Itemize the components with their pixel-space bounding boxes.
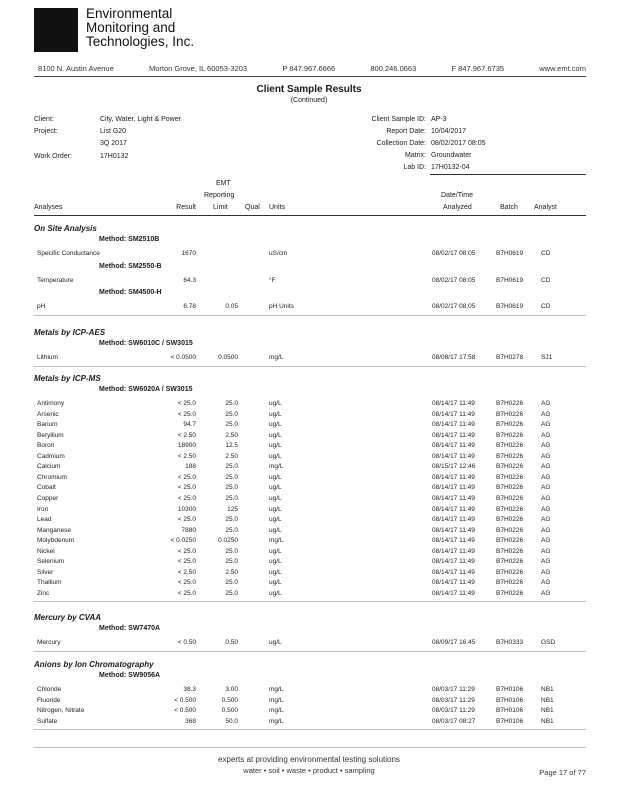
method-label: Method: SM2550-B: [99, 262, 162, 270]
cell-result: < 0.0500: [170, 354, 196, 361]
cell-analyte: Sulfate: [37, 717, 58, 725]
cell-analyte: Selenium: [37, 558, 65, 566]
address-street: 8100 N. Austin Avenue: [38, 64, 114, 73]
cell-limit: 25.0: [225, 473, 238, 481]
divider: [34, 651, 586, 652]
cell-analyte: Cadmium: [37, 452, 65, 460]
cell-analyst: SJ1: [541, 354, 553, 361]
cell-date: 08/14/17 11:49: [432, 442, 475, 450]
cell-batch: B7H0226: [496, 537, 524, 545]
cell-date: 08/14/17 11:49: [432, 589, 475, 597]
cell-batch: B7H0226: [496, 452, 524, 460]
cell-analyte: Molybdenum: [37, 537, 75, 545]
cell-units: ug/L: [269, 431, 282, 439]
workorder-label: Work Order:: [34, 153, 72, 160]
cell-analyst: AG: [541, 526, 551, 534]
section-title: Anions by Ion Chromatography: [34, 660, 154, 669]
cell-result: < 25.0: [177, 400, 196, 407]
cell-analyst: NB1: [541, 717, 554, 725]
col-limit: Limit: [213, 204, 228, 211]
cell-date: 08/08/17 17:58: [432, 354, 476, 361]
cell-analyte: Zinc: [37, 589, 50, 597]
labid-label: Lab ID:: [403, 164, 426, 171]
col-reporting: Reporting: [204, 192, 235, 199]
cell-limit: 25.0: [225, 463, 238, 471]
report-subtitle: (Continued): [290, 97, 328, 104]
cell-date: 08/02/17 08:05: [432, 303, 476, 311]
col-batch: Batch: [500, 204, 518, 211]
cell-analyte: Specific Conductance: [37, 250, 100, 257]
cell-date: 08/03/17 11:29: [432, 696, 475, 704]
cell-batch: B7H0226: [496, 484, 524, 492]
divider: [34, 747, 586, 748]
matrix-label: Matrix:: [405, 152, 426, 159]
cell-units: ug/L: [269, 442, 282, 450]
cell-limit: 25.0: [225, 421, 238, 429]
page-number: Page 17 of 77: [539, 768, 586, 777]
method-label: Method: SM4500-H: [99, 289, 162, 297]
collection-date-value: 08/02/2017 08:05: [431, 140, 486, 147]
cell-batch: B7H0333: [496, 639, 524, 646]
cell-result: < 2.50: [177, 568, 196, 576]
cell-date: 08/03/17 08:27: [432, 717, 476, 725]
cell-limit: 0.50: [225, 639, 238, 646]
cell-result: 188: [185, 463, 196, 471]
cell-date: 08/14/17 11:49: [432, 400, 475, 407]
cell-date: 08/02/17 08:05: [432, 250, 476, 257]
cell-batch: B7H0226: [496, 431, 524, 439]
cell-result: 18900: [177, 442, 196, 450]
cell-analyst: AG: [541, 547, 551, 555]
cell-batch: B7H0619: [496, 276, 524, 284]
cell-batch: B7H0226: [496, 547, 524, 555]
sample-id-value: AP-3: [431, 116, 447, 123]
cell-analyte: Thallium: [37, 579, 62, 587]
cell-result: < 0.500: [174, 707, 196, 715]
cell-result: < 25.0: [177, 494, 196, 502]
cell-date: 08/14/17 11:49: [432, 484, 475, 492]
cell-units: ug/L: [269, 516, 282, 524]
cell-date: 08/14/17 11:49: [432, 516, 475, 524]
company-name-line: Environmental: [86, 6, 173, 21]
col-analyses: Analyses: [34, 204, 63, 211]
divider: [34, 366, 586, 367]
cell-date: 08/14/17 11:49: [432, 410, 475, 418]
cell-date: 08/14/17 11:49: [432, 505, 475, 513]
method-label: Method: SW9056A: [99, 672, 161, 679]
cell-date: 08/15/17 12:46: [432, 463, 476, 471]
cell-units: mg/L: [269, 354, 284, 361]
cell-limit: 25.0: [225, 589, 238, 597]
cell-limit: 0.500: [221, 707, 238, 715]
cell-units: mg/L: [269, 717, 284, 725]
cell-date: 08/14/17 11:49: [432, 431, 475, 439]
cell-units: ug/L: [269, 473, 282, 481]
col-datetime: Date/Time: [441, 192, 474, 199]
cell-units: ug/L: [269, 558, 282, 566]
cell-analyst: CD: [541, 250, 551, 257]
cell-batch: B7H0226: [496, 589, 524, 597]
method-label: Method: SW7470A: [99, 625, 161, 632]
cell-batch: B7H0226: [496, 421, 524, 429]
cell-analyst: AG: [541, 516, 551, 524]
address-city: Morton Grove, IL 60053-3203: [148, 64, 248, 73]
cell-units: ug/L: [269, 547, 282, 555]
cell-analyst: CD: [541, 303, 551, 311]
footer-services: water • soil • waste • product • sampling: [243, 766, 375, 775]
cell-date: 08/14/17 11:49: [432, 452, 475, 460]
cell-result: 7880: [181, 526, 196, 534]
cell-result: 1670: [181, 250, 196, 257]
cell-result: < 2.50: [177, 452, 196, 460]
company-name-line: Technologies, Inc.: [86, 34, 195, 49]
cell-analyte: Lead: [37, 516, 52, 524]
cell-result: < 25.0: [177, 547, 196, 555]
cell-units: mg/L: [269, 686, 284, 693]
divider: [430, 174, 586, 175]
cell-analyte: Iron: [37, 505, 49, 513]
col-qual: Qual: [245, 204, 260, 211]
col-units: Units: [269, 204, 285, 211]
cell-date: 08/14/17 11:49: [432, 547, 475, 555]
method-label: Method: SW6020A / SW3015: [99, 386, 193, 393]
section-title: Metals by ICP-AES: [34, 328, 106, 337]
cell-date: 08/14/17 11:49: [432, 526, 475, 534]
address-bar: [38, 64, 586, 73]
cell-analyte: Mercury: [37, 639, 61, 646]
cell-limit: 25.0: [225, 526, 238, 534]
cell-result: < 25.0: [177, 558, 196, 566]
cell-units: ug/L: [269, 526, 282, 534]
cell-result: < 0.500: [174, 696, 196, 704]
cell-date: 08/14/17 11:49: [432, 568, 475, 576]
cell-analyte: Silver: [37, 568, 54, 576]
divider: [34, 215, 586, 216]
cell-limit: 25.0: [225, 400, 238, 407]
cell-batch: B7H0106: [496, 696, 524, 704]
cell-analyst: AG: [541, 442, 551, 450]
cell-result: 10300: [177, 505, 196, 513]
client-label: Client:: [34, 116, 54, 123]
cell-limit: 25.0: [225, 579, 238, 587]
cell-limit: 2.50: [225, 452, 238, 460]
collection-date-label: Collection Date:: [376, 140, 426, 147]
divider: [34, 76, 586, 77]
cell-analyte: Antimony: [37, 400, 65, 407]
report-title: Client Sample Results: [256, 84, 362, 95]
cell-result: < 25.0: [177, 473, 196, 481]
cell-units: ug/L: [269, 589, 282, 597]
divider: [34, 729, 586, 730]
cell-result: < 2.50: [177, 431, 196, 439]
report-date-value: 10/04/2017: [431, 128, 467, 135]
cell-date: 08/09/17 16:45: [432, 639, 476, 646]
cell-limit: 12.5: [225, 442, 238, 450]
cell-date: 08/03/17 11:29: [432, 707, 475, 715]
cell-units: ug/L: [269, 410, 282, 418]
cell-analyst: AG: [541, 558, 551, 566]
cell-analyte: Manganese: [37, 526, 71, 534]
cell-limit: 3.00: [225, 686, 238, 693]
cell-analyte: pH: [37, 303, 46, 311]
cell-units: ug/L: [269, 421, 282, 429]
col-emt: EMT: [216, 180, 231, 187]
col-result: Result: [176, 204, 196, 211]
cell-analyte: Temperature: [37, 276, 74, 284]
cell-limit: 25.0: [225, 410, 238, 418]
project-value-2: 3Q 2017: [100, 140, 127, 147]
cell-analyte: Fluoride: [37, 696, 61, 704]
cell-date: 08/14/17 11:49: [432, 473, 475, 481]
address-tollfree: 800.246.0663: [370, 64, 417, 73]
company-name: [86, 7, 194, 49]
cell-limit: 0.0500: [218, 354, 238, 361]
col-analyzed: Analyzed: [443, 204, 472, 211]
cell-analyst: AG: [541, 410, 551, 418]
divider: [34, 601, 586, 602]
cell-result: < 0.50: [177, 639, 196, 646]
cell-batch: B7H0226: [496, 526, 524, 534]
cell-analyst: AG: [541, 400, 551, 407]
cell-analyte: Boron: [37, 442, 55, 450]
cell-result: 368: [185, 717, 196, 725]
cell-date: 08/14/17 11:49: [432, 421, 475, 429]
cell-units: ug/L: [269, 639, 282, 646]
cell-analyte: Nickel: [37, 547, 55, 555]
cell-batch: B7H0226: [496, 463, 524, 471]
cell-date: 08/14/17 11:49: [432, 558, 475, 566]
cell-analyst: AG: [541, 568, 551, 576]
client-value: City, Water, Light & Power: [100, 116, 181, 123]
cell-result: < 25.0: [177, 589, 196, 597]
cell-limit: 25.0: [225, 484, 238, 492]
cell-units: uS/cm: [269, 250, 288, 257]
cell-batch: B7H0226: [496, 516, 524, 524]
cell-analyte: Beryllium: [37, 431, 64, 439]
cell-analyte: Barium: [37, 421, 58, 429]
address-fax: F 847.967.6735: [451, 64, 505, 73]
cell-units: mg/L: [269, 696, 284, 704]
cell-limit: 2.50: [225, 431, 238, 439]
cell-limit: 25.0: [225, 558, 238, 566]
cell-result: 94.7: [183, 421, 196, 429]
cell-units: mg/L: [269, 707, 284, 715]
company-logo: [34, 8, 78, 52]
cell-batch: B7H0106: [496, 707, 524, 715]
cell-units: mg/L: [269, 537, 284, 545]
company-name-line: Monitoring and: [86, 20, 176, 35]
cell-batch: B7H0226: [496, 579, 524, 587]
cell-units: mg/L: [269, 463, 284, 471]
cell-result: < 25.0: [177, 516, 196, 524]
cell-limit: 50.0: [225, 717, 238, 725]
address-phone: P 847.967.6666: [282, 64, 336, 73]
cell-batch: B7H0226: [496, 494, 524, 502]
matrix-value: Groundwater: [431, 152, 472, 159]
cell-units: ug/L: [269, 494, 282, 502]
cell-batch: B7H0226: [496, 473, 524, 481]
cell-analyte: Nitrogen, Nitrate: [37, 707, 85, 715]
cell-units: ug/L: [269, 505, 282, 513]
cell-date: 08/03/17 11:29: [432, 686, 475, 693]
cell-analyte: Arsenic: [37, 410, 59, 418]
cell-analyst: AG: [541, 421, 551, 429]
cell-units: ug/L: [269, 452, 282, 460]
cell-batch: B7H0226: [496, 400, 524, 407]
cell-limit: 25.0: [225, 494, 238, 502]
cell-analyst: AG: [541, 473, 551, 481]
cell-limit: 125: [227, 505, 238, 513]
project-value: List G20: [100, 128, 127, 135]
cell-analyst: AG: [541, 452, 551, 460]
cell-analyst: AG: [541, 505, 551, 513]
cell-analyst: GSD: [541, 639, 556, 646]
method-label: Method: SW6010C / SW3015: [99, 340, 193, 347]
cell-date: 08/14/17 11:49: [432, 537, 475, 545]
cell-analyst: NB1: [541, 686, 554, 693]
cell-limit: 0.05: [225, 303, 238, 311]
section-title: On Site Analysis: [34, 224, 97, 233]
cell-analyst: NB1: [541, 707, 554, 715]
cell-limit: 0.0250: [218, 537, 238, 545]
cell-analyst: AG: [541, 589, 551, 597]
cell-limit: 2.50: [225, 568, 238, 576]
cell-batch: B7H0106: [496, 686, 524, 693]
cell-limit: 25.0: [225, 516, 238, 524]
cell-limit: 0.500: [221, 696, 238, 704]
cell-units: ug/L: [269, 568, 282, 576]
cell-result: < 25.0: [177, 579, 196, 587]
cell-batch: B7H0278: [496, 354, 524, 361]
cell-analyte: Copper: [37, 494, 59, 502]
cell-result: < 25.0: [177, 410, 196, 418]
cell-units: ug/L: [269, 400, 282, 407]
cell-batch: B7H0619: [496, 250, 524, 257]
cell-analyst: NB1: [541, 696, 554, 704]
cell-batch: B7H0226: [496, 410, 524, 418]
project-label: Project:: [34, 128, 58, 135]
cell-limit: 25.0: [225, 547, 238, 555]
method-label: Method: SM2510B: [99, 236, 160, 243]
cell-date: 08/14/17 11:49: [432, 579, 475, 587]
divider: [34, 315, 586, 316]
section-title: Metals by ICP-MS: [34, 374, 101, 383]
cell-batch: B7H0106: [496, 717, 524, 725]
cell-batch: B7H0226: [496, 568, 524, 576]
cell-analyst: AG: [541, 537, 551, 545]
cell-batch: B7H0619: [496, 303, 524, 311]
cell-analyst: AG: [541, 463, 551, 471]
cell-result: 6.78: [183, 303, 196, 311]
cell-batch: B7H0226: [496, 442, 524, 450]
cell-analyst: AG: [541, 494, 551, 502]
cell-result: 38.3: [183, 686, 196, 693]
cell-analyte: Chloride: [37, 686, 62, 693]
address-web: www.emt.com: [539, 64, 586, 73]
cell-result: 64.3: [183, 276, 196, 284]
cell-analyte: Chromium: [37, 473, 67, 481]
cell-units: °F: [269, 276, 276, 284]
cell-result: < 25.0: [177, 484, 196, 492]
cell-analyst: AG: [541, 431, 551, 439]
col-analyst: Analyst: [534, 204, 557, 211]
cell-analyst: AG: [541, 579, 551, 587]
cell-date: 08/14/17 11:49: [432, 494, 475, 502]
cell-units: ug/L: [269, 579, 282, 587]
cell-units: ug/L: [269, 484, 282, 492]
workorder-value: 17H0132: [100, 153, 129, 160]
cell-batch: B7H0226: [496, 558, 524, 566]
cell-analyte: Cobalt: [37, 484, 56, 492]
section-title: Mercury by CVAA: [34, 613, 101, 622]
report-date-label: Report Date:: [386, 128, 426, 135]
cell-date: 08/02/17 08:05: [432, 276, 476, 284]
cell-analyte: Calcium: [37, 463, 61, 471]
cell-units: pH Units: [269, 303, 294, 311]
cell-analyst: AG: [541, 484, 551, 492]
cell-analyst: CD: [541, 276, 551, 284]
labid-value: 17H0132-04: [431, 164, 470, 171]
cell-result: < 0.0250: [170, 537, 196, 545]
cell-analyte: Lithium: [37, 354, 58, 361]
cell-batch: B7H0226: [496, 505, 524, 513]
footer-tagline: experts at providing environmental testing solutions: [218, 755, 400, 764]
sample-id-label: Client Sample ID:: [371, 116, 426, 123]
